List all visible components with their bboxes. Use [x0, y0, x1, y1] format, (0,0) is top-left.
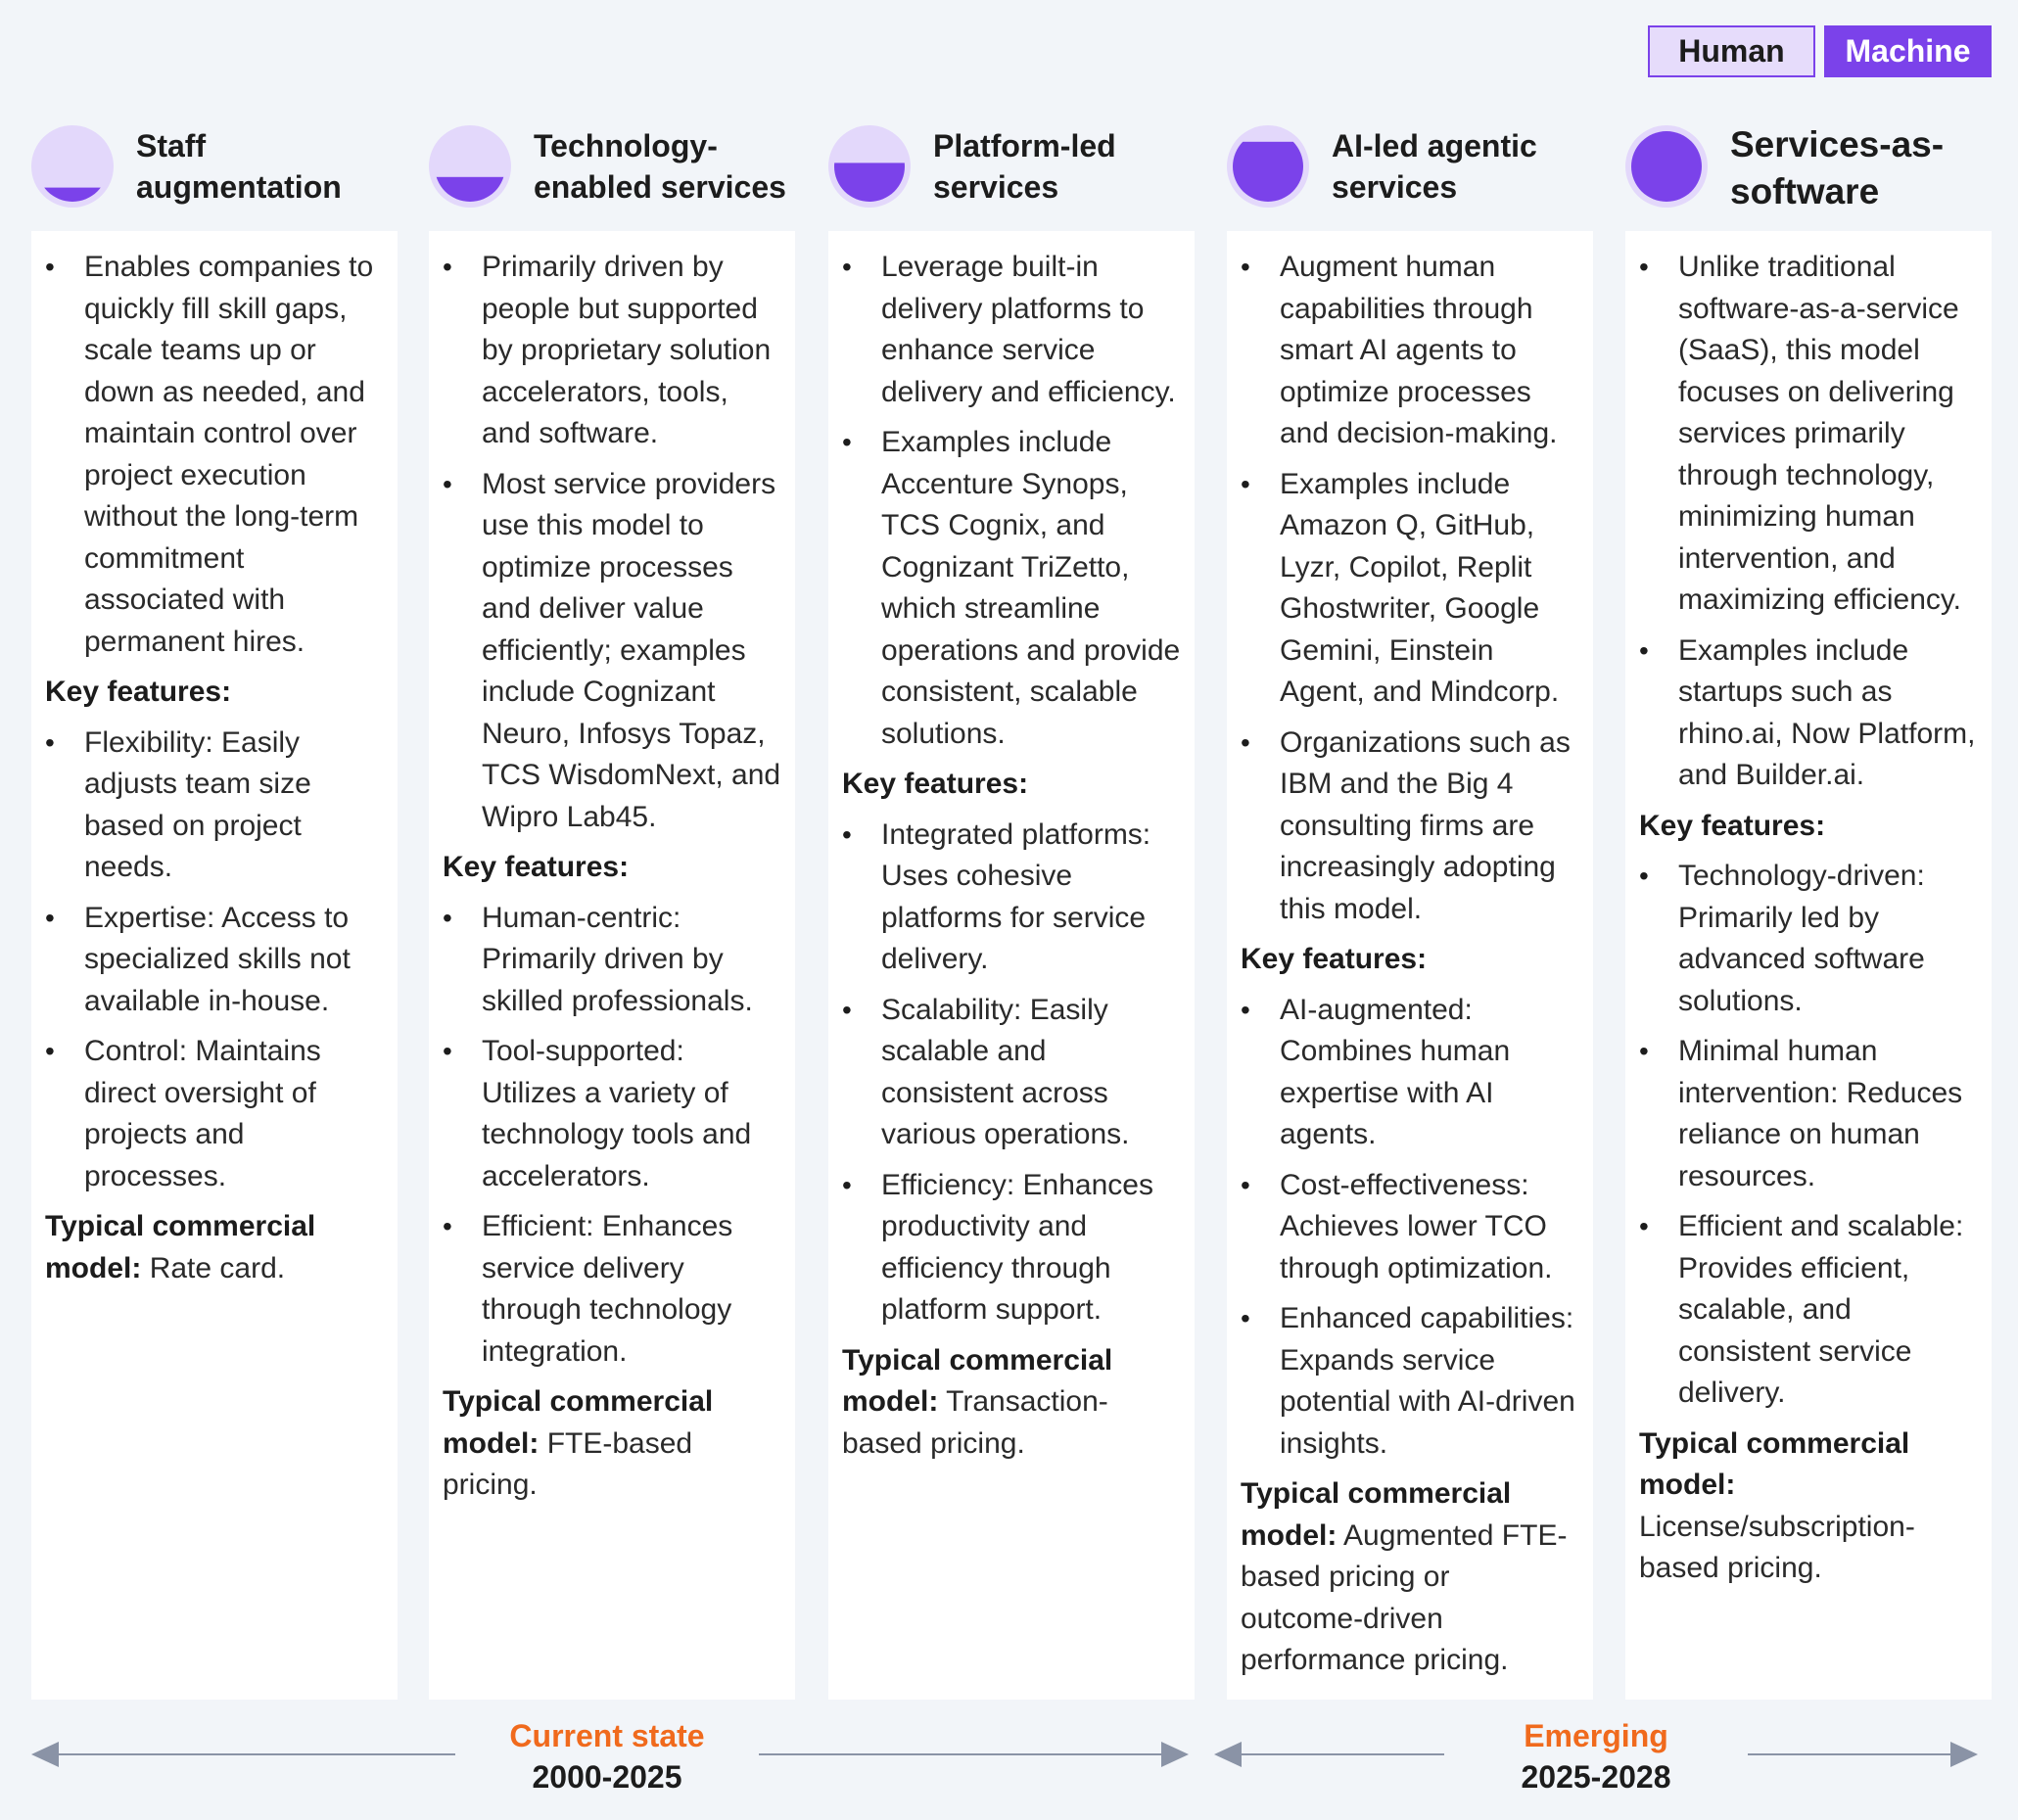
description-card — [828, 231, 1195, 1700]
machine-share-fill — [33, 188, 112, 202]
arrow-right-icon — [1161, 1742, 1189, 1767]
legend-human: Human — [1648, 25, 1815, 77]
features-list — [1241, 990, 1579, 1466]
key-features-heading: Key features: — [45, 676, 232, 708]
description-item: • Unlike traditional software-as-a-service (SaaS), this model focuses on delivering services primarily through technology, minimizing human intervention, and maximizing efficiency. — [1639, 247, 1978, 622]
timeline-years: 2000-2025 — [532, 1759, 682, 1795]
column-title: AI-led agentic services — [1332, 128, 1537, 205]
timeline-state: Current state — [509, 1718, 705, 1753]
column-title: Services-as- software — [1730, 124, 1945, 211]
commercial-model — [1639, 1423, 1978, 1590]
feature-item: • AI-augmented: Combines human expertise with AI agents. — [1241, 990, 1579, 1156]
legend — [1648, 25, 1992, 77]
human-machine-mix-icon — [1625, 125, 1708, 208]
feature-item: • Efficient: Enhances service delivery through technology integration. — [443, 1206, 781, 1373]
timeline-years: 2025-2028 — [1521, 1759, 1671, 1795]
column-title: Platform-led services — [933, 128, 1116, 205]
description-item: • Primarily driven by people but supported by proprietary solution accelerators, tools, and software. — [443, 247, 781, 455]
feature-item: • Human-centric: Primarily driven by skilled professionals. — [443, 898, 781, 1023]
feature-item: • Minimal human intervention: Reduces reliance on human resources. — [1639, 1031, 1978, 1197]
arrow-left-icon — [1214, 1742, 1242, 1767]
description-list — [842, 247, 1181, 755]
commercial-model-value: Augmented FTE-based pricing or outcome-driven performance pricing. — [1241, 1518, 1568, 1676]
features-list — [45, 723, 384, 1198]
description-card — [31, 231, 398, 1700]
column-header — [1625, 117, 1992, 215]
commercial-model-label: Typical commercial model: — [842, 1343, 1113, 1418]
column-title: Technology- enabled services — [534, 128, 786, 205]
column-1 — [31, 117, 398, 1284]
column-header — [1227, 117, 1593, 215]
key-features-heading: Key features: — [842, 768, 1029, 800]
arrow-left-icon — [31, 1742, 59, 1767]
timeline-state: Emerging — [1524, 1718, 1668, 1753]
feature-item: • Efficiency: Enhances productivity and efficiency through platform support. — [842, 1165, 1181, 1331]
column-header — [429, 117, 795, 215]
column-3 — [828, 117, 1195, 1460]
human-machine-mix-icon — [31, 125, 114, 208]
description-item: • Most service providers use this model to optimize processes and deliver value efficiently; examples include Cognizant Neuro, Infosys Topaz, TCS WisdomNext, and Wipro Lab45. — [443, 464, 781, 839]
description-item: • Examples include Amazon Q, GitHub, Lyzr, Copilot, Replit Ghostwriter, Google Gemini, Einstein Agent, and Mindcorp. — [1241, 464, 1579, 714]
feature-item: • Control: Maintains direct oversight of projects and processes. — [45, 1031, 384, 1197]
machine-share-fill — [431, 177, 509, 202]
machine-share-fill — [1229, 142, 1307, 202]
key-features-heading: Key features: — [1241, 943, 1428, 975]
features-list — [1639, 856, 1978, 1415]
commercial-model-value: Rate card. — [149, 1251, 286, 1284]
description-list — [1241, 247, 1579, 930]
commercial-model — [45, 1206, 384, 1289]
feature-item: • Tool-supported: Utilizes a variety of technology tools and accelerators. — [443, 1031, 781, 1197]
commercial-model-label: Typical commercial model: — [1639, 1426, 1910, 1501]
description-card — [1625, 231, 1992, 1700]
human-machine-mix-icon — [828, 125, 911, 208]
machine-share-fill — [1627, 131, 1706, 202]
description-item: • Leverage built-in delivery platforms to enhance service delivery and efficiency. — [842, 247, 1181, 413]
commercial-model — [1241, 1473, 1579, 1682]
description-list — [1639, 247, 1978, 797]
feature-item: • Technology-driven: Primarily led by advanced software solutions. — [1639, 856, 1978, 1022]
column-5 — [1625, 117, 1992, 1584]
commercial-model — [842, 1340, 1181, 1466]
feature-item: • Enhanced capabilities: Expands service potential with AI-driven insights. — [1241, 1298, 1579, 1465]
timeline-segment — [31, 1703, 1189, 1811]
feature-item: • Efficient and scalable: Provides efficient, scalable, and consistent service delivery. — [1639, 1206, 1978, 1415]
description-item: • Augment human capabilities through smart AI agents to optimize processes and decision-making. — [1241, 247, 1579, 455]
description-item: • Examples include startups such as rhino.ai, Now Platform, and Builder.ai. — [1639, 630, 1978, 797]
description-item: • Examples include Accenture Synops, TCS Cognix, and Cognizant TriZetto, which streamline operations and provide consistent, scalable solutions. — [842, 422, 1181, 755]
description-card — [1227, 231, 1593, 1700]
description-list — [443, 247, 781, 838]
feature-item: • Integrated platforms: Uses cohesive platforms for service delivery. — [842, 815, 1181, 981]
column-header — [31, 117, 398, 215]
timeline-label — [1469, 1715, 1723, 1797]
human-machine-mix-icon — [1227, 125, 1309, 208]
commercial-model-label: Typical commercial model: — [1241, 1477, 1512, 1552]
timeline-segment — [1214, 1703, 1978, 1811]
timeline-label — [480, 1715, 734, 1797]
feature-item: • Flexibility: Easily adjusts team size based on project needs. — [45, 723, 384, 889]
key-features-heading: Key features: — [443, 851, 630, 883]
commercial-model-label: Typical commercial model: — [45, 1210, 316, 1284]
feature-item: • Expertise: Access to specialized skills not available in-house. — [45, 898, 384, 1023]
column-4 — [1227, 117, 1593, 1676]
commercial-model-value: License/subscription-based pricing. — [1639, 1510, 1915, 1584]
machine-share-fill — [830, 163, 909, 202]
commercial-model-value: Transaction-based pricing. — [842, 1385, 1108, 1460]
key-features-heading: Key features: — [1639, 809, 1826, 842]
human-machine-mix-icon — [429, 125, 511, 208]
column-2 — [429, 117, 795, 1501]
commercial-model-value: FTE-based pricing. — [443, 1426, 693, 1501]
column-header — [828, 117, 1195, 215]
description-item: • Enables companies to quickly fill skill gaps, scale teams up or down as needed, and maintain control over project execution without the long-term commitment associated with permanent hires. — [45, 247, 384, 663]
arrow-right-icon — [1950, 1742, 1978, 1767]
features-list — [443, 898, 781, 1374]
feature-item: • Scalability: Easily scalable and consistent across various operations. — [842, 990, 1181, 1156]
commercial-model — [443, 1381, 781, 1507]
description-list — [45, 247, 384, 663]
column-title: Staff augmentation — [136, 128, 342, 205]
commercial-model-label: Typical commercial model: — [443, 1385, 714, 1460]
description-card — [429, 231, 795, 1700]
description-item: • Organizations such as IBM and the Big 4 consulting firms are increasingly adopting this model. — [1241, 723, 1579, 931]
feature-item: • Cost-effectiveness: Achieves lower TCO through optimization. — [1241, 1165, 1579, 1290]
legend-machine: Machine — [1824, 25, 1992, 77]
features-list — [842, 815, 1181, 1331]
